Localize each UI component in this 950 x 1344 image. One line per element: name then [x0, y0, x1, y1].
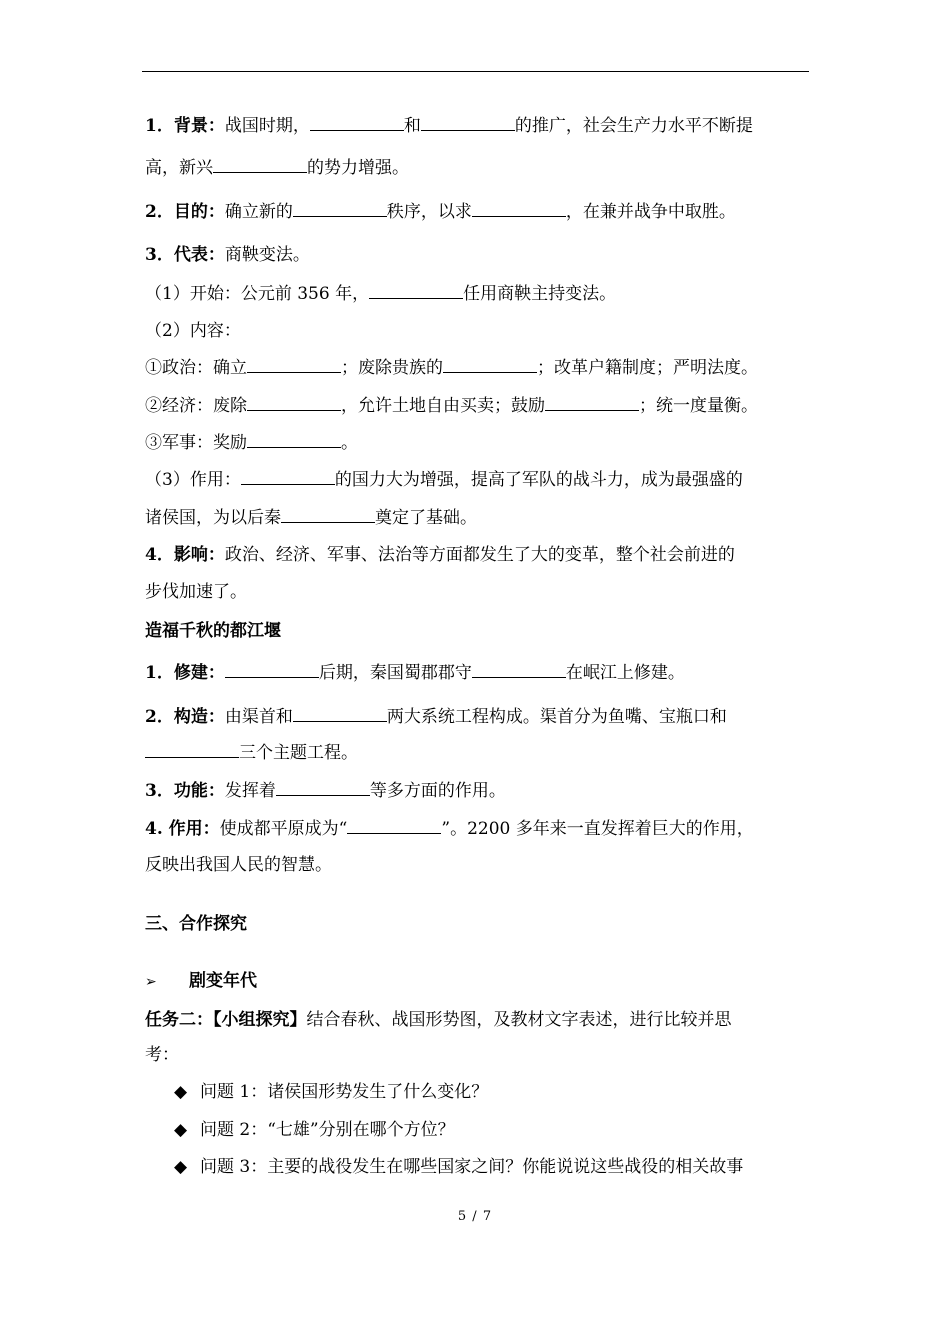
blank[interactable] [241, 468, 335, 485]
section-heading: 三、合作探究 [145, 914, 247, 934]
background-line-cont: 高，新兴 的势力增强。 [145, 158, 409, 178]
impact-line-cont: 步伐加速了。 [145, 582, 247, 602]
representative-line: 3．代表：商鞅变法。 [145, 245, 310, 265]
blank[interactable] [369, 282, 463, 299]
blank[interactable] [443, 356, 537, 373]
blank[interactable] [472, 200, 566, 217]
diamond-icon: ◆ [174, 1120, 188, 1140]
function-label: 3．功能： [145, 781, 225, 801]
diamond-icon: ◆ [174, 1082, 188, 1102]
blank[interactable] [225, 661, 319, 678]
task-line-cont: 考： [145, 1045, 179, 1065]
blank[interactable] [247, 394, 341, 411]
economy-line: ②经济：废除 ，允许土地自由买卖；鼓励 ；统一度量衡。 [145, 396, 758, 416]
page-number: 5 / 7 [457, 1209, 493, 1224]
effect-line-cont: 诸侯国，为以后秦 奠定了基础。 [145, 508, 477, 528]
blank[interactable] [213, 156, 307, 173]
function-line: 3．功能：发挥着 等多方面的作用。 [145, 781, 506, 801]
task-label: 任务二：【小组探究】 [145, 1010, 307, 1030]
impact-label: 4．影响： [145, 545, 225, 565]
blank[interactable] [293, 705, 387, 722]
blank[interactable] [347, 817, 441, 834]
blank[interactable] [472, 661, 566, 678]
dujiangyan-heading: 造福千秋的都江堰 [145, 621, 281, 641]
subheading: 剧变年代 [189, 971, 257, 991]
blank[interactable] [247, 356, 341, 373]
blank[interactable] [421, 114, 515, 131]
blank[interactable] [145, 741, 239, 758]
construction-line: 1．修建： 后期，秦国蜀郡郡守 在岷江上修建。 [145, 663, 685, 683]
start-line: （1）开始：公元前 356 年， 任用商鞅主持变法。 [145, 284, 617, 304]
question-item: ◆ 问题 3：主要的战役发生在哪些国家之间？你能说说这些战役的相关故事 [174, 1157, 744, 1177]
task-line: 任务二：【小组探究】结合春秋、战国形势图，及教材文字表述，进行比较并思 [145, 1010, 732, 1030]
blank[interactable] [247, 431, 341, 448]
role-line-cont: 反映出我国人民的智慧。 [145, 855, 332, 875]
background-line: 1．背景：战国时期， 和 的推广，社会生产力水平不断提 [145, 116, 753, 136]
blank[interactable] [545, 394, 639, 411]
representative-label: 3．代表： [145, 245, 225, 265]
impact-line: 4．影响：政治、经济、军事、法治等方面都发生了大的变革，整个社会前进的 [145, 545, 735, 565]
role-label: 4. 作用： [145, 819, 220, 839]
blank[interactable] [293, 200, 387, 217]
purpose-label: 2．目的： [145, 202, 225, 222]
structure-line-cont: 三个主题工程。 [145, 741, 358, 765]
question-item: ◆ 问题 1：诸侯国形势发生了什么变化？ [174, 1082, 489, 1102]
role-line: 4. 作用：使成都平原成为“ ”。2200 多年来一直发挥着巨大的作用， [145, 819, 754, 839]
blank[interactable] [281, 506, 375, 523]
diamond-icon: ◆ [174, 1157, 188, 1177]
subheading-line [145, 969, 257, 994]
blank[interactable] [310, 114, 404, 131]
background-label: 1．背景： [145, 116, 225, 136]
purpose-line: 2．目的：确立新的 秩序，以求 ，在兼并战争中取胜。 [145, 202, 736, 222]
blank[interactable] [276, 779, 370, 796]
construction-label: 1．修建： [145, 663, 225, 683]
military-line: ③军事：奖励 。 [145, 433, 358, 453]
content-line: （2）内容： [145, 321, 241, 341]
politics-line: ①政治：确立 ；废除贵族的 ；改革户籍制度；严明法度。 [145, 358, 758, 378]
structure-line: 2．构造：由渠首和 两大系统工程构成。渠首分为鱼嘴、宝瓶口和 [145, 707, 727, 727]
question-item: ◆ 问题 2：“七雄”分别在哪个方位？ [174, 1120, 455, 1140]
arrow-icon: ➢ [145, 974, 157, 990]
effect-line: （3）作用： 的国力大为增强，提高了军队的战斗力，成为最强盛的 [145, 470, 743, 490]
header-rule [142, 71, 809, 72]
structure-label: 2．构造： [145, 707, 225, 727]
